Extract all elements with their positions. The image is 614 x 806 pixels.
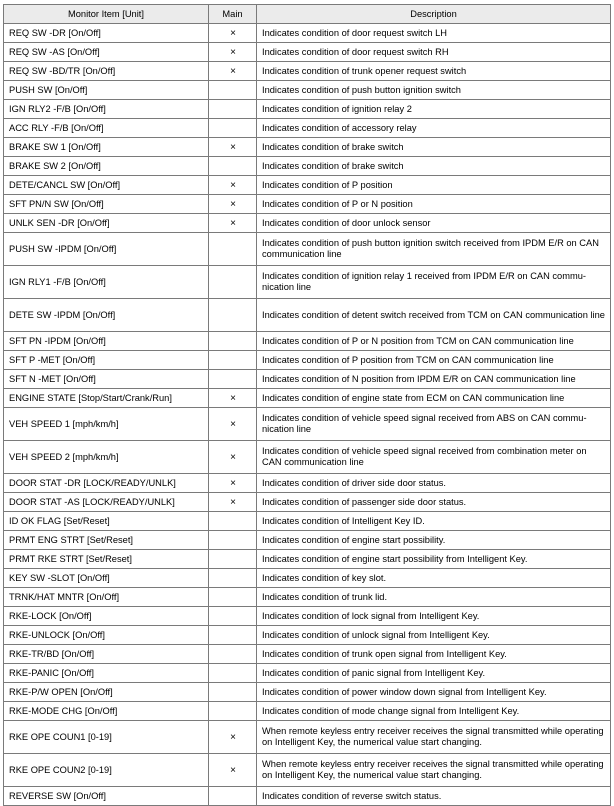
main-cell [209, 607, 257, 626]
main-cell [209, 626, 257, 645]
monitor-item-cell: ID OK FLAG [Set/Reset] [4, 512, 209, 531]
main-cell: × [209, 493, 257, 512]
table-row [4, 702, 611, 721]
main-cell [209, 569, 257, 588]
description-cell: Indicates condition of power window down signal from Intelligent Key. [257, 683, 611, 702]
main-cell [209, 550, 257, 569]
table-row [4, 119, 611, 138]
table-row [4, 493, 611, 512]
monitor-item-cell: KEY SW -SLOT [On/Off] [4, 569, 209, 588]
main-cell: × [209, 474, 257, 493]
main-cell: × [209, 24, 257, 43]
table-row [4, 195, 611, 214]
monitor-item-cell: PUSH SW [On/Off] [4, 81, 209, 100]
description-cell: Indicates condition of brake switch [257, 138, 611, 157]
table-row [4, 441, 611, 474]
monitor-item-cell: DETE SW -IPDM [On/Off] [4, 299, 209, 332]
table-row [4, 233, 611, 266]
monitor-item-cell: DETE/CANCL SW [On/Off] [4, 176, 209, 195]
monitor-item-cell: REVERSE SW [On/Off] [4, 787, 209, 806]
description-cell: Indicates condition of P position [257, 176, 611, 195]
monitor-item-cell: VEH SPEED 2 [mph/km/h] [4, 441, 209, 474]
monitor-item-cell: RKE-P/W OPEN [On/Off] [4, 683, 209, 702]
main-cell [209, 81, 257, 100]
header-main: Main [209, 5, 257, 24]
table-row [4, 332, 611, 351]
table-row [4, 569, 611, 588]
monitor-item-cell: BRAKE SW 2 [On/Off] [4, 157, 209, 176]
description-cell: Indicates condition of passenger side door status. [257, 493, 611, 512]
main-cell [209, 351, 257, 370]
main-cell [209, 157, 257, 176]
description-cell: Indicates condition of trunk lid. [257, 588, 611, 607]
main-cell [209, 332, 257, 351]
main-cell [209, 370, 257, 389]
main-cell [209, 664, 257, 683]
table-row [4, 176, 611, 195]
monitor-item-cell: UNLK SEN -DR [On/Off] [4, 214, 209, 233]
description-cell: Indicates condition of mode change signal from Intelligent Key. [257, 702, 611, 721]
monitor-item-cell: PRMT RKE STRT [Set/Reset] [4, 550, 209, 569]
table-row [4, 100, 611, 119]
monitor-item-table-container [3, 4, 610, 806]
table-row [4, 607, 611, 626]
description-cell: Indicates condition of P position from TCM on CAN communication line [257, 351, 611, 370]
main-cell [209, 787, 257, 806]
description-cell: Indicates condition of brake switch [257, 157, 611, 176]
table-row [4, 389, 611, 408]
main-cell: × [209, 176, 257, 195]
description-cell: Indicates condition of engine state from ECM on CAN communication line [257, 389, 611, 408]
header-monitor-item: Monitor Item [Unit] [4, 5, 209, 24]
description-cell: Indicates condition of door unlock sensor [257, 214, 611, 233]
table-row [4, 787, 611, 806]
main-cell: × [209, 721, 257, 754]
description-cell: When remote keyless entry receiver receives the signal transmitted while operating on Intelligent Key, the numerical value start changing. [257, 721, 611, 754]
description-cell: Indicates condition of door request switch RH [257, 43, 611, 62]
monitor-item-cell: RKE OPE COUN2 [0-19] [4, 754, 209, 787]
table-row [4, 408, 611, 441]
monitor-item-cell: RKE-LOCK [On/Off] [4, 607, 209, 626]
description-cell: Indicates condition of key slot. [257, 569, 611, 588]
description-cell: Indicates condition of unlock signal from Intelligent Key. [257, 626, 611, 645]
monitor-item-cell: BRAKE SW 1 [On/Off] [4, 138, 209, 157]
description-cell: Indicates condition of ignition relay 2 [257, 100, 611, 119]
main-cell: × [209, 195, 257, 214]
description-cell: Indicates condition of ignition relay 1 received from IPDM E/R on CAN communication line [257, 266, 611, 299]
monitor-item-cell: TRNK/HAT MNTR [On/Off] [4, 588, 209, 607]
table-row [4, 645, 611, 664]
description-cell: Indicates condition of P or N position [257, 195, 611, 214]
table-header-row [4, 5, 611, 24]
table-row [4, 370, 611, 389]
main-cell: × [209, 138, 257, 157]
table-row [4, 474, 611, 493]
table-body [4, 24, 611, 806]
description-cell: When remote keyless entry receiver receives the signal transmitted while operating on Intelligent Key, the numerical value start changing. [257, 754, 611, 787]
description-cell: Indicates condition of engine start possibility from Intelligent Key. [257, 550, 611, 569]
monitor-item-table [3, 4, 611, 806]
description-cell: Indicates condition of vehicle speed signal received from ABS on CAN communication line [257, 408, 611, 441]
monitor-item-cell: IGN RLY2 -F/B [On/Off] [4, 100, 209, 119]
table-row [4, 81, 611, 100]
table-row [4, 157, 611, 176]
main-cell [209, 266, 257, 299]
main-cell: × [209, 408, 257, 441]
main-cell [209, 645, 257, 664]
table-row [4, 550, 611, 569]
description-cell: Indicates condition of N position from IPDM E/R on CAN communication line [257, 370, 611, 389]
description-cell: Indicates condition of lock signal from Intelligent Key. [257, 607, 611, 626]
monitor-item-cell: SFT N -MET [On/Off] [4, 370, 209, 389]
monitor-item-cell: VEH SPEED 1 [mph/km/h] [4, 408, 209, 441]
main-cell [209, 531, 257, 550]
monitor-item-cell: IGN RLY1 -F/B [On/Off] [4, 266, 209, 299]
table-row [4, 512, 611, 531]
table-row [4, 24, 611, 43]
main-cell [209, 702, 257, 721]
main-cell [209, 100, 257, 119]
main-cell: × [209, 754, 257, 787]
main-cell [209, 588, 257, 607]
monitor-item-cell: RKE OPE COUN1 [0-19] [4, 721, 209, 754]
table-row [4, 62, 611, 81]
description-cell: Indicates condition of engine start possibility. [257, 531, 611, 550]
main-cell [209, 299, 257, 332]
monitor-item-cell: PRMT ENG STRT [Set/Reset] [4, 531, 209, 550]
description-cell: Indicates condition of panic signal from Intelligent Key. [257, 664, 611, 683]
description-cell: Indicates condition of accessory relay [257, 119, 611, 138]
description-cell: Indicates condition of door request switch LH [257, 24, 611, 43]
table-row [4, 664, 611, 683]
description-cell: Indicates condition of driver side door status. [257, 474, 611, 493]
header-description: Description [257, 5, 611, 24]
description-cell: Indicates condition of Intelligent Key ID. [257, 512, 611, 531]
monitor-item-cell: PUSH SW -IPDM [On/Off] [4, 233, 209, 266]
main-cell: × [209, 441, 257, 474]
monitor-item-cell: SFT PN -IPDM [On/Off] [4, 332, 209, 351]
main-cell: × [209, 214, 257, 233]
table-row [4, 299, 611, 332]
monitor-item-cell: RKE-MODE CHG [On/Off] [4, 702, 209, 721]
monitor-item-cell: SFT P -MET [On/Off] [4, 351, 209, 370]
description-cell: Indicates condition of trunk open signal from Intelligent Key. [257, 645, 611, 664]
description-cell: Indicates condition of P or N position from TCM on CAN communication line [257, 332, 611, 351]
description-cell: Indicates condition of detent switch received from TCM on CAN communication line [257, 299, 611, 332]
table-row [4, 531, 611, 550]
table-row [4, 626, 611, 645]
table-row [4, 138, 611, 157]
description-cell: Indicates condition of trunk opener request switch [257, 62, 611, 81]
table-row [4, 43, 611, 62]
main-cell: × [209, 62, 257, 81]
monitor-item-cell: RKE-TR/BD [On/Off] [4, 645, 209, 664]
monitor-item-cell: REQ SW -AS [On/Off] [4, 43, 209, 62]
table-row [4, 721, 611, 754]
main-cell [209, 512, 257, 531]
monitor-item-cell: REQ SW -BD/TR [On/Off] [4, 62, 209, 81]
description-cell: Indicates condition of reverse switch status. [257, 787, 611, 806]
table-row [4, 351, 611, 370]
monitor-item-cell: ACC RLY -F/B [On/Off] [4, 119, 209, 138]
description-cell: Indicates condition of push button ignition switch [257, 81, 611, 100]
table-row [4, 754, 611, 787]
main-cell: × [209, 389, 257, 408]
main-cell [209, 119, 257, 138]
main-cell [209, 683, 257, 702]
description-cell: Indicates condition of vehicle speed signal received from combination meter on CAN communication line [257, 441, 611, 474]
monitor-item-cell: RKE-UNLOCK [On/Off] [4, 626, 209, 645]
table-row [4, 266, 611, 299]
main-cell [209, 233, 257, 266]
description-cell: Indicates condition of push button ignition switch received from IPDM E/R on CAN communication line [257, 233, 611, 266]
main-cell: × [209, 43, 257, 62]
table-row [4, 588, 611, 607]
monitor-item-cell: RKE-PANIC [On/Off] [4, 664, 209, 683]
table-row [4, 683, 611, 702]
monitor-item-cell: SFT PN/N SW [On/Off] [4, 195, 209, 214]
monitor-item-cell: ENGINE STATE [Stop/Start/Crank/Run] [4, 389, 209, 408]
monitor-item-cell: DOOR STAT -DR [LOCK/READY/UNLK] [4, 474, 209, 493]
monitor-item-cell: REQ SW -DR [On/Off] [4, 24, 209, 43]
table-row [4, 214, 611, 233]
monitor-item-cell: DOOR STAT -AS [LOCK/READY/UNLK] [4, 493, 209, 512]
